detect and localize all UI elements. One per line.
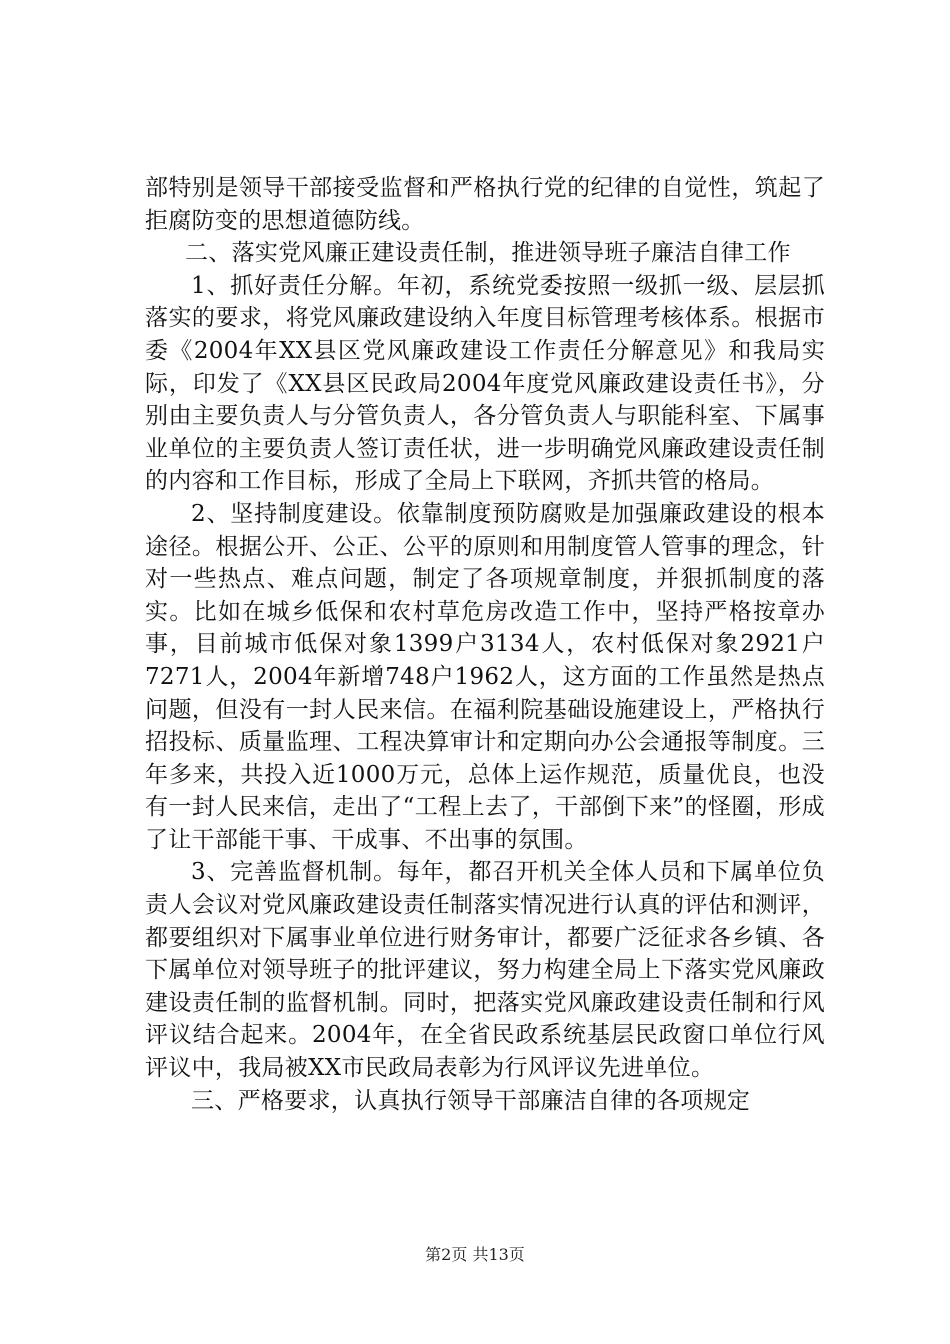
- section-heading-3: 三、严格要求，认真执行领导干部廉洁自律的各项规定: [191, 1087, 751, 1114]
- paragraph-supervision: 3、完善监督机制。每年，都召开机关全体人员和下属单位负责人会议对党风廉政建设责任制落实情况进行认真的评估和测评，都要组织对下属事业单位进行财务审计，都要广泛征求各乡镇、各下属单位对领导班子的批评建议，努力构建全局上下落实党风廉政建设责任制的监督机制。同时，把落实党风廉政建设责任制和行风评议结合起来。2004年，在全省民政系统基层民政窗口单位行风评议中，我局被XX市民政局表彰为行风评议先进单位。: [145, 859, 825, 1082]
- page-footer: 第2页 共13页: [425, 1245, 525, 1264]
- paragraph-continuation: 部特别是领导干部接受监督和严格执行党的纪律的自觉性，筑起了拒腐防变的思想道德防线。: [145, 175, 825, 234]
- paragraph-system-building: 2、坚持制度建设。依靠制度预防腐败是加强廉政建设的根本途径。根据公开、公正、公平的原则和用制度管人管事的理念，针对一些热点、难点问题，制定了各项规章制度，并狠抓制度的落实。比如在城乡低保和农村草危房改造工作中，坚持严格按章办事，目前城市低保对象1399户3134人，农村低保对象2921户7271人，2004年新增748户1962人，这方面的工作虽然是热点问题，但没有一封人民来信。在福利院基础设施建设上，严格执行招投标、质量监理、工程决算审计和定期向办公会通报等制度。三年多来，共投入近1000万元，总体上运作规范，质量优良，也没有一封人民来信，走出了“工程上去了，干部倒下来”的怪圈，形成了让干部能干事、干成事、不出事的氛围。: [145, 500, 825, 853]
- paragraph-responsibility: 1、抓好责任分解。年初，系统党委按照一级抓一级、层层抓落实的要求，将党风廉政建设纳入年度目标管理考核体系。根据市委《2004年XX县区党风廉政建设工作责任分解意见》和我局实际，印发了《XX县区民政局2004年度党风廉政建设责任书》，分别由主要负责人与分管负责人，各分管负责人与职能科室、下属事业单位的主要负责人签订责任状，进一步明确党风廉政建设责任制的内容和工作目标，形成了全局上下联网，齐抓共管的格局。: [145, 272, 825, 495]
- document-body: [145, 172, 825, 1117]
- section-heading-2: 二、落实党风廉正建设责任制，推进领导班子廉洁自律工作: [185, 240, 791, 267]
